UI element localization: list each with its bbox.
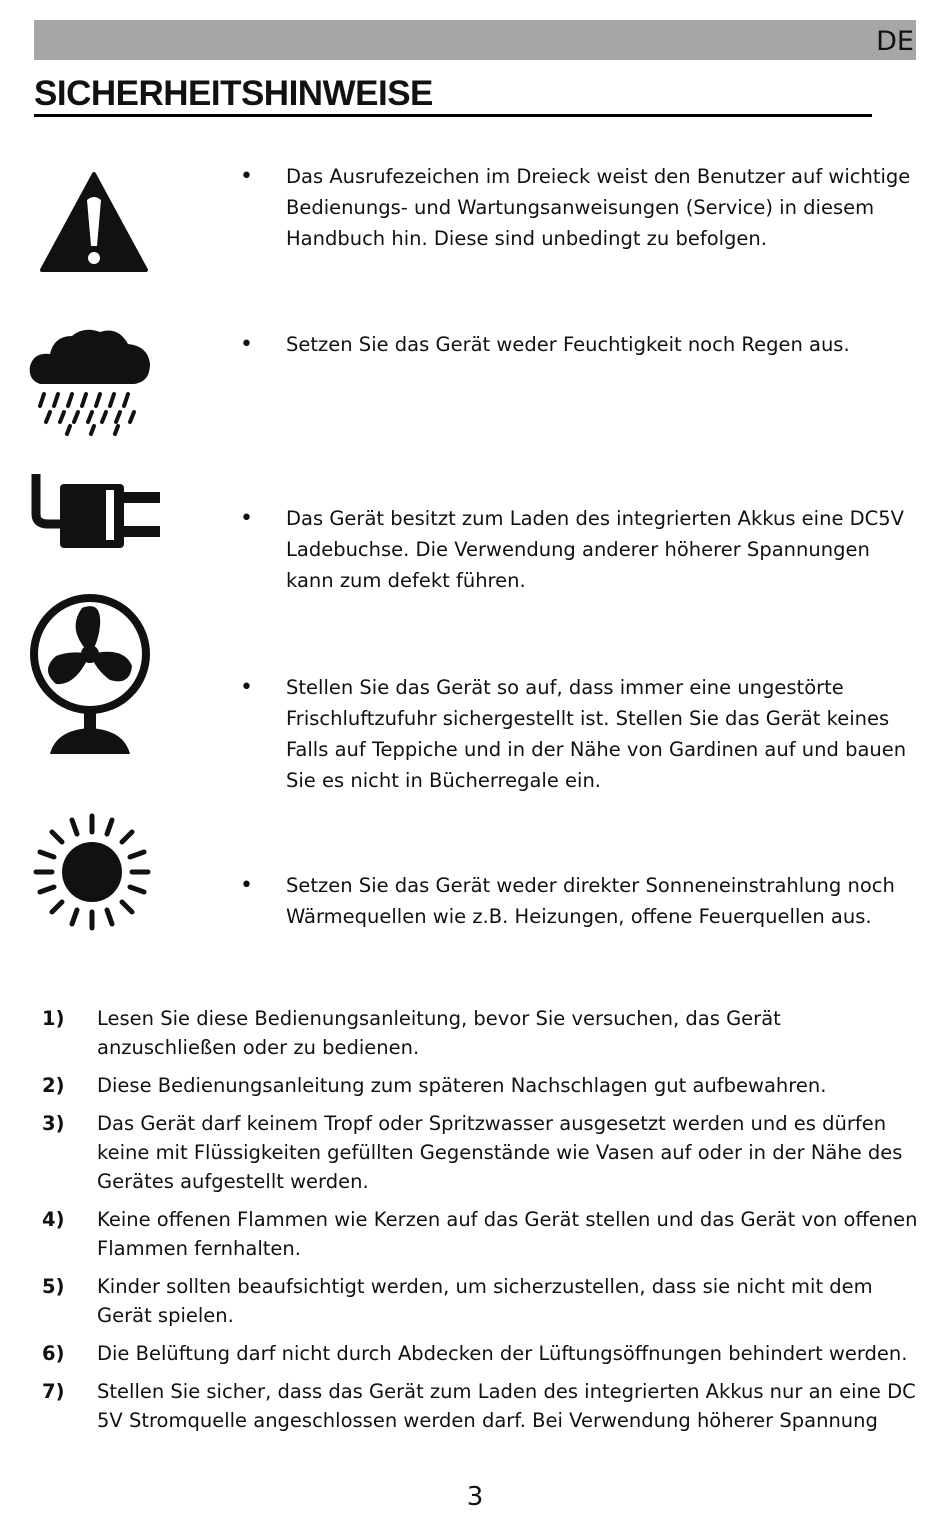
bullet-marker: •: [240, 332, 253, 357]
page-number: 3: [466, 1482, 484, 1512]
bullet-text: Das Ausrufezeichen im Dreieck weist den Benutzer auf wichtige Bedienungs- und Wartungsanweisungen (Service) in diesem Handbuch hin. Diese sind unbedingt zu befolgen.: [286, 165, 911, 250]
list-item-number: 6): [42, 1342, 65, 1365]
list-item-text: Stellen Sie sicher, dass das Gerät zum Laden des integrierten Akkus nur an eine DC 5V Stromquelle angeschlossen werden darf. Bei Verwendung höherer Spannung: [97, 1380, 916, 1432]
bullet-text: Stellen Sie das Gerät so auf, dass immer eine ungestörte Frischluftzufuhr sichergestellt ist. Stellen Sie das Gerät keines Falls auf Teppiche und in der Nähe von Gardinen auf und bauen Sie es nicht in Bücherregale ein.: [286, 676, 907, 792]
language-code: DE: [876, 26, 914, 57]
bullet-text: Das Gerät besitzt zum Laden des integrierten Akkus eine DC5V Ladebuchse. Die Verwendung anderer höherer Spannungen kann zum defekt führen.: [286, 507, 905, 592]
list-item: [42, 1109, 922, 1196]
list-item-number: 4): [42, 1208, 65, 1231]
fan-icon: [26, 590, 154, 758]
page-title: SICHERHEITSHINWEISE: [34, 74, 872, 117]
list-item-text: Kinder sollten beaufsichtigt werden, um sicherzustellen, dass sie nicht mit dem Gerät spielen.: [97, 1275, 873, 1327]
bullet-marker: •: [240, 873, 253, 898]
list-item-number: 7): [42, 1380, 65, 1403]
list-item: [42, 1205, 922, 1263]
bullet-marker: •: [240, 506, 253, 531]
list-item: [42, 1071, 922, 1100]
bullet-marker: •: [240, 164, 253, 189]
list-item: [42, 1377, 922, 1435]
list-item-number: 5): [42, 1275, 65, 1298]
list-item: [42, 1004, 922, 1062]
list-item-number: 3): [42, 1112, 65, 1135]
rain-cloud-icon: [26, 322, 154, 440]
power-plug-icon: [28, 470, 164, 552]
warning-triangle-icon: [38, 170, 150, 274]
list-item-text: Diese Bedienungsanleitung zum späteren Nachschlagen gut aufbewahren.: [97, 1074, 827, 1097]
list-item-number: 1): [42, 1007, 65, 1030]
list-item: [42, 1272, 922, 1330]
list-item: [42, 1339, 922, 1368]
list-item-text: Das Gerät darf keinem Tropf oder Spritzwasser ausgesetzt werden und es dürfen keine mit Flüssigkeiten gefüllten Gegenstände wie Vasen auf oder in der Nähe des Gerätes aufgestellt werden.: [97, 1112, 903, 1193]
list-item-number: 2): [42, 1074, 65, 1097]
numbered-list: [42, 1004, 922, 1444]
language-bar: [34, 20, 916, 60]
list-item-text: Keine offenen Flammen wie Kerzen auf das Gerät stellen und das Gerät von offenen Flammen fernhalten.: [97, 1208, 918, 1260]
bullet-text: Setzen Sie das Gerät weder Feuchtigkeit noch Regen aus.: [286, 333, 850, 356]
list-item-text: Lesen Sie diese Bedienungsanleitung, bevor Sie versuchen, das Gerät anzuschließen oder zu bedienen.: [97, 1007, 781, 1059]
bullet-text: Setzen Sie das Gerät weder direkter Sonneneinstrahlung noch Wärmequellen wie z.B. Heizungen, offene Feuerquellen aus.: [286, 874, 895, 928]
bullet-marker: •: [240, 675, 253, 700]
sun-icon: [32, 812, 152, 932]
list-item-text: Die Belüftung darf nicht durch Abdecken der Lüftungsöffnungen behindert werden.: [97, 1342, 908, 1365]
